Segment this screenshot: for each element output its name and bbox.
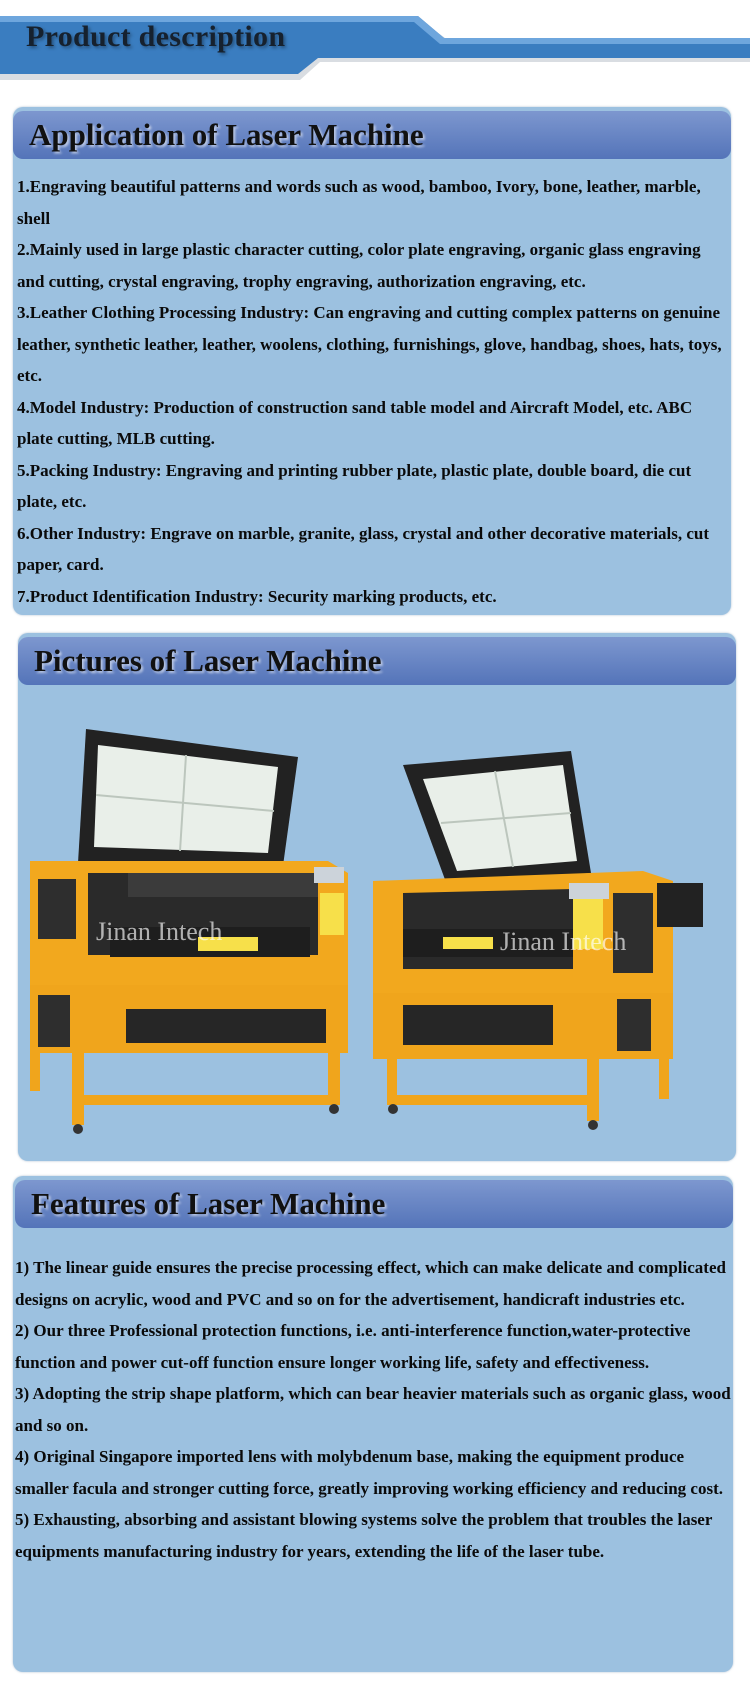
features-list <box>15 1252 731 1567</box>
application-list <box>17 171 725 612</box>
list-item: 1) The linear guide ensures the precise processing effect, which can make delicate and complicated designs on acrylic, wood and PVC and so on for the advertisement, handicraft industries etc. <box>15 1258 726 1309</box>
list-item: 2) Our three Professional protection functions, i.e. anti-interference function,water-protective function and power cut-off function ensure longer working life, safety and effectiveness. <box>15 1321 691 1372</box>
application-header <box>13 111 731 159</box>
features-heading: Features of Laser Machine <box>31 1186 386 1221</box>
list-item: 3) Adopting the strip shape platform, which can bear heavier materials such as organic glass, wood and so on. <box>15 1384 731 1435</box>
features-header <box>15 1180 733 1228</box>
watermark-right: Jinan Intech <box>500 927 627 956</box>
list-item: 2.Mainly used in large plastic character cutting, color plate engraving, organic glass engraving and cutting, crystal engraving, trophy engraving, authorization engraving, etc. <box>17 240 701 291</box>
list-item: 4) Original Singapore imported lens with molybdenum base, making the equipment produce smaller facula and stronger cutting force, greatly improving working efficiency and reducing cost. <box>15 1447 723 1498</box>
watermark-left: Jinan Intech <box>96 917 223 946</box>
banner-title: Product description <box>26 20 286 53</box>
list-item: 4.Model Industry: Production of construction sand table model and Aircraft Model, etc. ABC plate cutting, MLB cutting. <box>17 397 693 448</box>
pictures-panel <box>18 633 736 1161</box>
list-item: 5) Exhausting, absorbing and assistant blowing systems solve the problem that troubles the laser equipments manufacturing industry for years, extending the life of the laser tube. <box>15 1510 713 1561</box>
list-item: 3.Leather Clothing Processing Industry: Can engraving and cutting complex patterns on genuine leather, synthetic leather, leather, woolens, clothing, furnishings, glove, handbag, shoes, hats, toys, etc. <box>17 303 722 385</box>
pictures-header <box>18 637 736 685</box>
features-panel <box>13 1176 733 1672</box>
pictures-heading: Pictures of Laser Machine <box>34 643 382 678</box>
list-item: 1.Engraving beautiful patterns and words such as wood, bamboo, Ivory, bone, leather, marble, shell <box>17 177 701 228</box>
product-description-banner <box>0 0 750 95</box>
list-item: 6.Other Industry: Engrave on marble, granite, glass, crystal and other decorative materials, cut paper, card. <box>17 523 710 574</box>
list-item: 5.Packing Industry: Engraving and printing rubber plate, plastic plate, double board, die cut plate, etc. <box>17 460 692 511</box>
list-item: 7.Product Identification Industry: Security marking products, etc. <box>17 586 497 606</box>
application-heading: Application of Laser Machine <box>29 117 424 152</box>
application-panel <box>13 107 731 615</box>
